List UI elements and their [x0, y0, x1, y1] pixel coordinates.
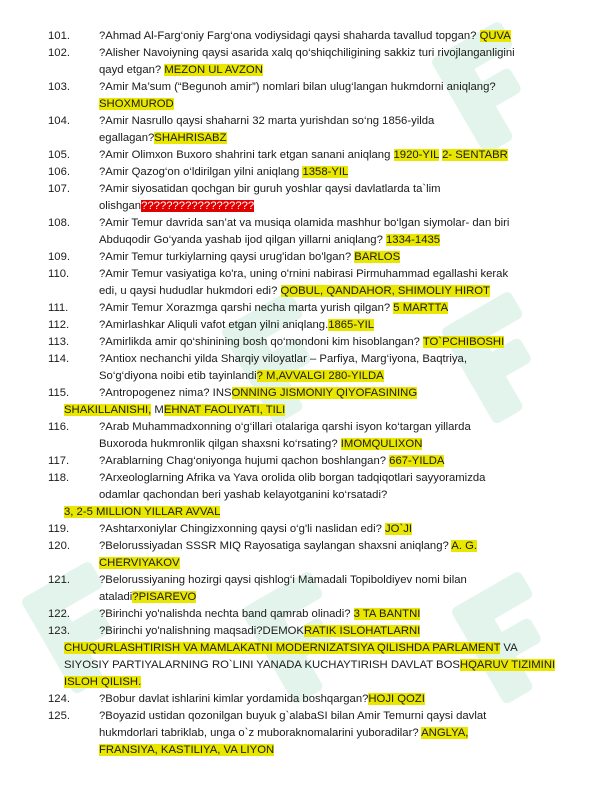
answer-highlight: SHAHRISABZ — [154, 132, 227, 144]
answer-highlight: 1334-1435 — [386, 234, 441, 246]
question-item — [0, 708, 612, 759]
question-text: Abduqodir Go‘yanda yashab ijod qilgan yillarni aniqlang? — [99, 234, 387, 246]
question-line — [99, 232, 579, 249]
question-number: 121. — [48, 574, 70, 586]
question-number: 123. — [48, 625, 70, 637]
question-line — [99, 28, 579, 45]
answer-highlight: ANGLYA, — [421, 727, 469, 739]
question-item — [0, 419, 612, 453]
question-item — [0, 351, 612, 385]
question-number: 113. — [48, 336, 70, 348]
answer-highlight: RATIK ISLOHATLARNI — [303, 625, 421, 637]
question-line — [64, 657, 584, 674]
question-text: ?Ahmad Al-Farg‘oniy Farg‘ona vodiysidagi qaysi shaharda tavallud topgan? — [99, 30, 480, 42]
question-number: 125. — [48, 710, 70, 722]
question-line — [99, 470, 579, 487]
question-line — [64, 640, 584, 657]
question-item — [0, 113, 612, 147]
question-line — [99, 742, 579, 759]
question-number: 115. — [48, 387, 70, 399]
answer-highlight: CHERVIYAKOV — [99, 557, 180, 569]
question-line — [99, 96, 579, 113]
question-text: SIYOSIY PARTIYALARNING RO`LINI YANADA KUCHAYTIRISH DAVLAT BOS — [64, 659, 460, 671]
question-text: ?Amir Ma’sum (“Begunoh amir”) nomlari bilan ulug‘langan hukmdorni aniqlang? — [99, 81, 496, 93]
question-number: 106. — [48, 166, 70, 178]
answer-highlight: HQARUV TIZIMINI — [459, 659, 556, 671]
question-line — [99, 623, 579, 640]
question-text: ?Amir Nasrullo qaysi shaharni 32 marta yurishdan so‘ng 1856-yilda — [99, 115, 435, 127]
question-item — [0, 538, 612, 572]
question-line — [64, 402, 584, 419]
answer-highlight: 3, 2-5 MILLION YILLAR AVVAL — [64, 506, 221, 518]
question-text: VA — [500, 642, 518, 654]
question-text: ?Amir Olimxon Buxoro shahrini tark etgan sanani aniqlang — [99, 149, 394, 161]
answer-highlight: 3 TA BANTNI — [353, 608, 421, 620]
answer-highlight: BARLOS — [354, 251, 401, 263]
answer-highlight: QOBUL, QANDAHOR, SHIMOLIY HIROT — [280, 285, 490, 297]
question-item — [0, 79, 612, 113]
question-line — [99, 351, 579, 368]
question-item — [0, 385, 612, 419]
question-number: 111. — [48, 302, 69, 314]
question-text: ?Amir Temur turkiylarning qaysi urug'idan bo'lgan? — [99, 251, 355, 263]
answer-highlight: JO`JI — [385, 523, 413, 535]
question-item — [0, 28, 612, 45]
question-text: ?Birinchi yo'nalishda nechta band qamrab olinadi? — [99, 608, 354, 620]
answer-highlight: SHAKILLANISHI, — [64, 404, 152, 416]
question-line — [99, 79, 579, 96]
question-text: ?Belorussiyaning hozirgi qaysi qishlog‘i Mamadali Topiboldiyev nomi bilan — [99, 574, 467, 586]
question-text: ataladi — [99, 591, 133, 603]
question-text: odamlar qachondan beri yashab kelayotganini ko‘rsatadi? — [99, 489, 388, 501]
question-text: ?Amirlikda amir qo‘shinining bosh qo‘mondoni kim hisoblangan? — [99, 336, 423, 348]
question-number: 116. — [48, 421, 70, 433]
unknown-answer-highlight: ?????????????????? — [141, 200, 255, 212]
question-number: 114. — [48, 353, 70, 365]
question-line — [99, 215, 579, 232]
question-text: ?Amir Temur vasiyatiga ko'ra, uning o'rnini nabirasi Pirmuhammad egallashi kerak — [99, 268, 509, 280]
question-line — [99, 691, 579, 708]
question-item — [0, 181, 612, 215]
question-text: ?Birinchi yo'nalishning maqsadi?DEMOK — [99, 625, 304, 637]
question-text: ?Arablarning Chag‘oniyonga hujumi qachon boshlangan? — [99, 455, 390, 467]
question-text: ?Amir siyosatidan qochgan bir guruh yoshlar qaysi davlatlarda ta`lim — [99, 183, 441, 195]
question-text: ?Antiox nechanchi yilda Sharqiy viloyatlar – Parfiya, Marg‘iyona, Baqtriya, — [99, 353, 467, 365]
answer-highlight: MEZON UL AVZON — [164, 64, 263, 76]
question-line — [99, 572, 579, 589]
question-number: 122. — [48, 608, 70, 620]
question-number: 107. — [48, 183, 70, 195]
answer-highlight: ? M,AVVALGI 280-YILDA — [256, 370, 384, 382]
question-line — [99, 708, 579, 725]
question-line — [99, 453, 579, 470]
question-line — [99, 487, 579, 504]
question-number: 118. — [48, 472, 70, 484]
answer-highlight: 5 MARTTA — [393, 302, 449, 314]
question-text: hukmdorlari tabriklab, unga o`z muboraknomalarini yuboradilar? — [99, 727, 422, 739]
answer-highlight: ISLOH QILISH. — [64, 676, 142, 688]
question-text: ?Amirlashkar Aliquli vafot etgan yilni aniqlang. — [99, 319, 329, 331]
question-number: 117. — [48, 455, 70, 467]
question-line — [99, 130, 579, 147]
question-text: ?Antropogenez nima? INS — [99, 387, 232, 399]
question-item — [0, 249, 612, 266]
question-text: ?Amir Qazog‘on o‘ldirilgan yilni aniqlang — [99, 166, 303, 178]
question-line — [99, 606, 579, 623]
question-number: 103. — [48, 81, 70, 93]
question-item — [0, 691, 612, 708]
question-text: ?Ashtarxoniylar Chingizxonning qaysi o‘g'li naslidan edi? — [99, 523, 386, 535]
question-item — [0, 623, 612, 691]
question-text: olishgan — [99, 200, 142, 212]
question-number: 108. — [48, 217, 70, 229]
question-line — [99, 368, 579, 385]
question-line — [99, 436, 579, 453]
question-line — [64, 674, 584, 691]
question-text: edi, u qaysi hududlar hukmdori edi? — [99, 285, 281, 297]
question-number: 110. — [48, 268, 70, 280]
question-line — [99, 334, 579, 351]
answer-highlight: 1865-YIL — [328, 319, 375, 331]
question-text: ?Boyazid ustidan qozonilgan buyuk g`alabaSI bilan Amir Temurni qaysi davlat — [99, 710, 487, 722]
answer-highlight: 667-YILDA — [389, 455, 445, 467]
question-line — [99, 725, 579, 742]
question-line — [99, 164, 579, 181]
question-text: ?Amir Temur Xorazmga qarshi necha marta yurish qilgan? — [99, 302, 394, 314]
question-item — [0, 572, 612, 606]
question-item — [0, 470, 612, 521]
answer-highlight: 2- SENTABR — [442, 149, 508, 161]
question-text: ?Arxeologlarning Afrika va Yava orolida olib borgan tadqiqotlari sayyoramizda — [99, 472, 486, 484]
question-number: 124. — [48, 693, 70, 705]
question-number: 109. — [48, 251, 70, 263]
question-text: ?Arab Muhammadxonning o‘g‘illari otalariga qarshi isyon ko‘targan yillarda — [99, 421, 471, 433]
question-line — [99, 198, 579, 215]
question-item — [0, 317, 612, 334]
question-number: 112. — [48, 319, 70, 331]
answer-highlight: SHOXMUROD — [99, 98, 174, 110]
answer-highlight: 1920-YIL — [393, 149, 439, 161]
answer-highlight: FRANSIYA, KASTILIYA, VA LIYON — [99, 744, 275, 756]
question-text: ?Bobur davlat ishlarini kimlar yordamida boshqargan? — [99, 693, 369, 705]
question-line — [99, 266, 579, 283]
answer-highlight: IMOMQULIXON — [340, 438, 423, 450]
question-number: 119. — [48, 523, 70, 535]
question-line — [99, 589, 579, 606]
question-item — [0, 453, 612, 470]
question-text: So‘g‘diyona noibi etib tayinlandi — [99, 370, 257, 382]
question-line — [99, 283, 579, 300]
question-text: M — [151, 404, 164, 416]
question-text: ?Amir Temur davrida san’at va musiqa olamida mashhur bo‘lgan siymolar- dan biri — [99, 217, 510, 229]
answer-highlight: CHUQURLASHTIRISH VA MAMLAKATNI MODERNIZATSIYA QILISHDA PARLAMENT — [64, 642, 501, 654]
question-text: egallagan? — [99, 132, 155, 144]
question-line — [99, 45, 579, 62]
question-line — [99, 385, 579, 402]
answer-highlight: EHNAT FAOLIYATI, TILI — [163, 404, 286, 416]
question-item — [0, 164, 612, 181]
question-number: 102. — [48, 47, 70, 59]
question-line — [99, 300, 579, 317]
question-item — [0, 215, 612, 249]
question-text: Buxoroda hukmronlik qilgan shaxsni ko‘rsating? — [99, 438, 341, 450]
question-item — [0, 606, 612, 623]
question-item — [0, 334, 612, 351]
question-number: 104. — [48, 115, 70, 127]
answer-highlight: QUVA — [479, 30, 511, 42]
question-item — [0, 300, 612, 317]
question-number: 105. — [48, 149, 70, 161]
answer-highlight: HOJI QOZI — [368, 693, 425, 705]
question-line — [99, 113, 579, 130]
question-text: qayd etgan? — [99, 64, 165, 76]
question-line — [99, 555, 579, 572]
question-line — [99, 538, 579, 555]
answer-highlight: 1358-YIL — [302, 166, 349, 178]
question-line — [99, 181, 579, 198]
question-item — [0, 45, 612, 79]
question-line — [99, 317, 579, 334]
question-item — [0, 266, 612, 300]
question-number: 101. — [48, 30, 70, 42]
answer-highlight: TO`PCHIBOSHI — [422, 336, 505, 348]
answer-highlight: ?PISAREVO — [132, 591, 197, 603]
question-item — [0, 147, 612, 164]
question-line — [99, 147, 579, 164]
question-line — [99, 249, 579, 266]
question-line — [99, 62, 579, 79]
question-item — [0, 521, 612, 538]
question-line — [99, 419, 579, 436]
question-text: ?Belorussiyadan SSSR MIQ Rayosatiga saylangan shaxsni aniqlang? — [99, 540, 452, 552]
answer-highlight: ONNING JISMONIY QIYOFASINING — [231, 387, 418, 399]
question-line — [99, 521, 579, 538]
question-line — [64, 504, 584, 521]
answer-highlight: A. G. — [451, 540, 478, 552]
question-text: ?Alisher Navoiyning qaysi asarida xalq qo‘shiqchiligining sakkiz turi rivojlanganligini — [99, 47, 515, 59]
question-number: 120. — [48, 540, 70, 552]
